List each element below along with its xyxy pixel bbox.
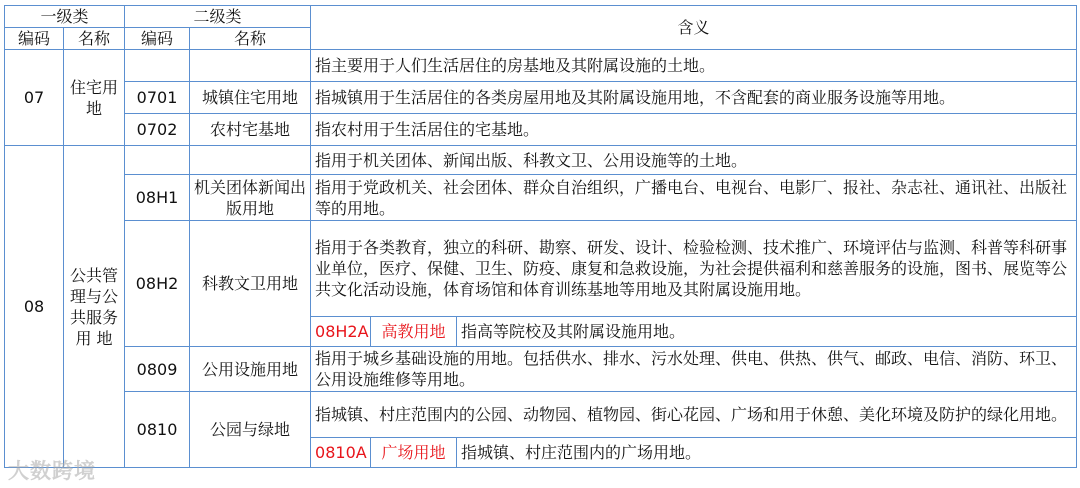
meaning-header: 含义 (311, 6, 1077, 50)
sub-name-cell: 机关团体新闻出版用地 (190, 175, 311, 221)
code-cell: 08 (5, 146, 64, 468)
level2-header: 二级类 (125, 6, 311, 28)
sub-name-cell: 公园与绿地 (190, 392, 311, 468)
name-cell: 住宅用地 (64, 50, 125, 146)
third-code-cell: 0810A (311, 438, 371, 468)
sub-name-cell: 公用设施用地 (190, 347, 311, 392)
third-meaning-cell: 指城镇、村庄范围内的广场用地。 (457, 438, 1077, 468)
meaning-cell: 指用于机关团体、新闻出版、科教文卫、公用设施等的土地。 (311, 146, 1077, 175)
sub-code-cell: 0809 (125, 347, 190, 392)
sub-code-cell: 0810 (125, 392, 190, 468)
watermark-logo: 大数跨境 (8, 459, 96, 483)
sub-name-cell: 科教文卫用地 (190, 221, 311, 347)
meaning-cell: 指用于党政机关、社会团体、群众自治组织，广播电台、电视台、电影厂、报社、杂志社、通讯社、出版社等的用地。 (311, 175, 1077, 221)
empty-cell (190, 146, 311, 175)
sub-name-cell: 城镇住宅用地 (190, 82, 311, 114)
meaning-cell: 指用于各类教育，独立的科研、勘察、研发、设计、检验检测、技术推广、环境评估与监测、科普等科研事业单位，医疗、保健、卫生、防疫、康复和急救设施，为社会提供福利和慈善服务的设施，图书、展览等公共文化活动设施，体育场馆和体育训练基地等用地及其附属设施用地。 (311, 221, 1077, 317)
level1-name-header: 名称 (64, 28, 125, 50)
sub-code-cell: 08H1 (125, 175, 190, 221)
level2-name-header: 名称 (190, 28, 311, 50)
sub-code-cell: 0701 (125, 82, 190, 114)
level2-code-header: 编码 (125, 28, 190, 50)
sub-code-cell: 0702 (125, 114, 190, 146)
empty-cell (190, 50, 311, 82)
meaning-cell: 指城镇、村庄范围内的公园、动物园、植物园、街心花园、广场和用于休憩、美化环境及防护的绿化用地。 (311, 392, 1077, 438)
land-classification-table (4, 5, 1077, 468)
empty-cell (125, 50, 190, 82)
level1-header: 一级类 (5, 6, 125, 28)
third-name-cell: 高教用地 (371, 317, 457, 347)
meaning-cell: 指农村用于生活居住的宅基地。 (311, 114, 1077, 146)
third-code-cell: 08H2A (311, 317, 371, 347)
meaning-cell: 指主要用于人们生活居住的房基地及其附属设施的土地。 (311, 50, 1077, 82)
meaning-cell: 指城镇用于生活居住的各类房屋用地及其附属设施用地，不含配套的商业服务设施等用地。 (311, 82, 1077, 114)
sub-name-cell: 农村宅基地 (190, 114, 311, 146)
code-cell: 07 (5, 50, 64, 146)
level1-code-header: 编码 (5, 28, 64, 50)
sub-code-cell: 08H2 (125, 221, 190, 347)
name-cell: 公共管理与公共服务用 地 (64, 146, 125, 468)
third-name-cell: 广场用地 (371, 438, 457, 468)
empty-cell (125, 146, 190, 175)
meaning-cell: 指用于城乡基础设施的用地。包括供水、排水、污水处理、供电、供热、供气、邮政、电信、消防、环卫、公用设施维修等用地。 (311, 347, 1077, 392)
third-meaning-cell: 指高等院校及其附属设施用地。 (457, 317, 1077, 347)
